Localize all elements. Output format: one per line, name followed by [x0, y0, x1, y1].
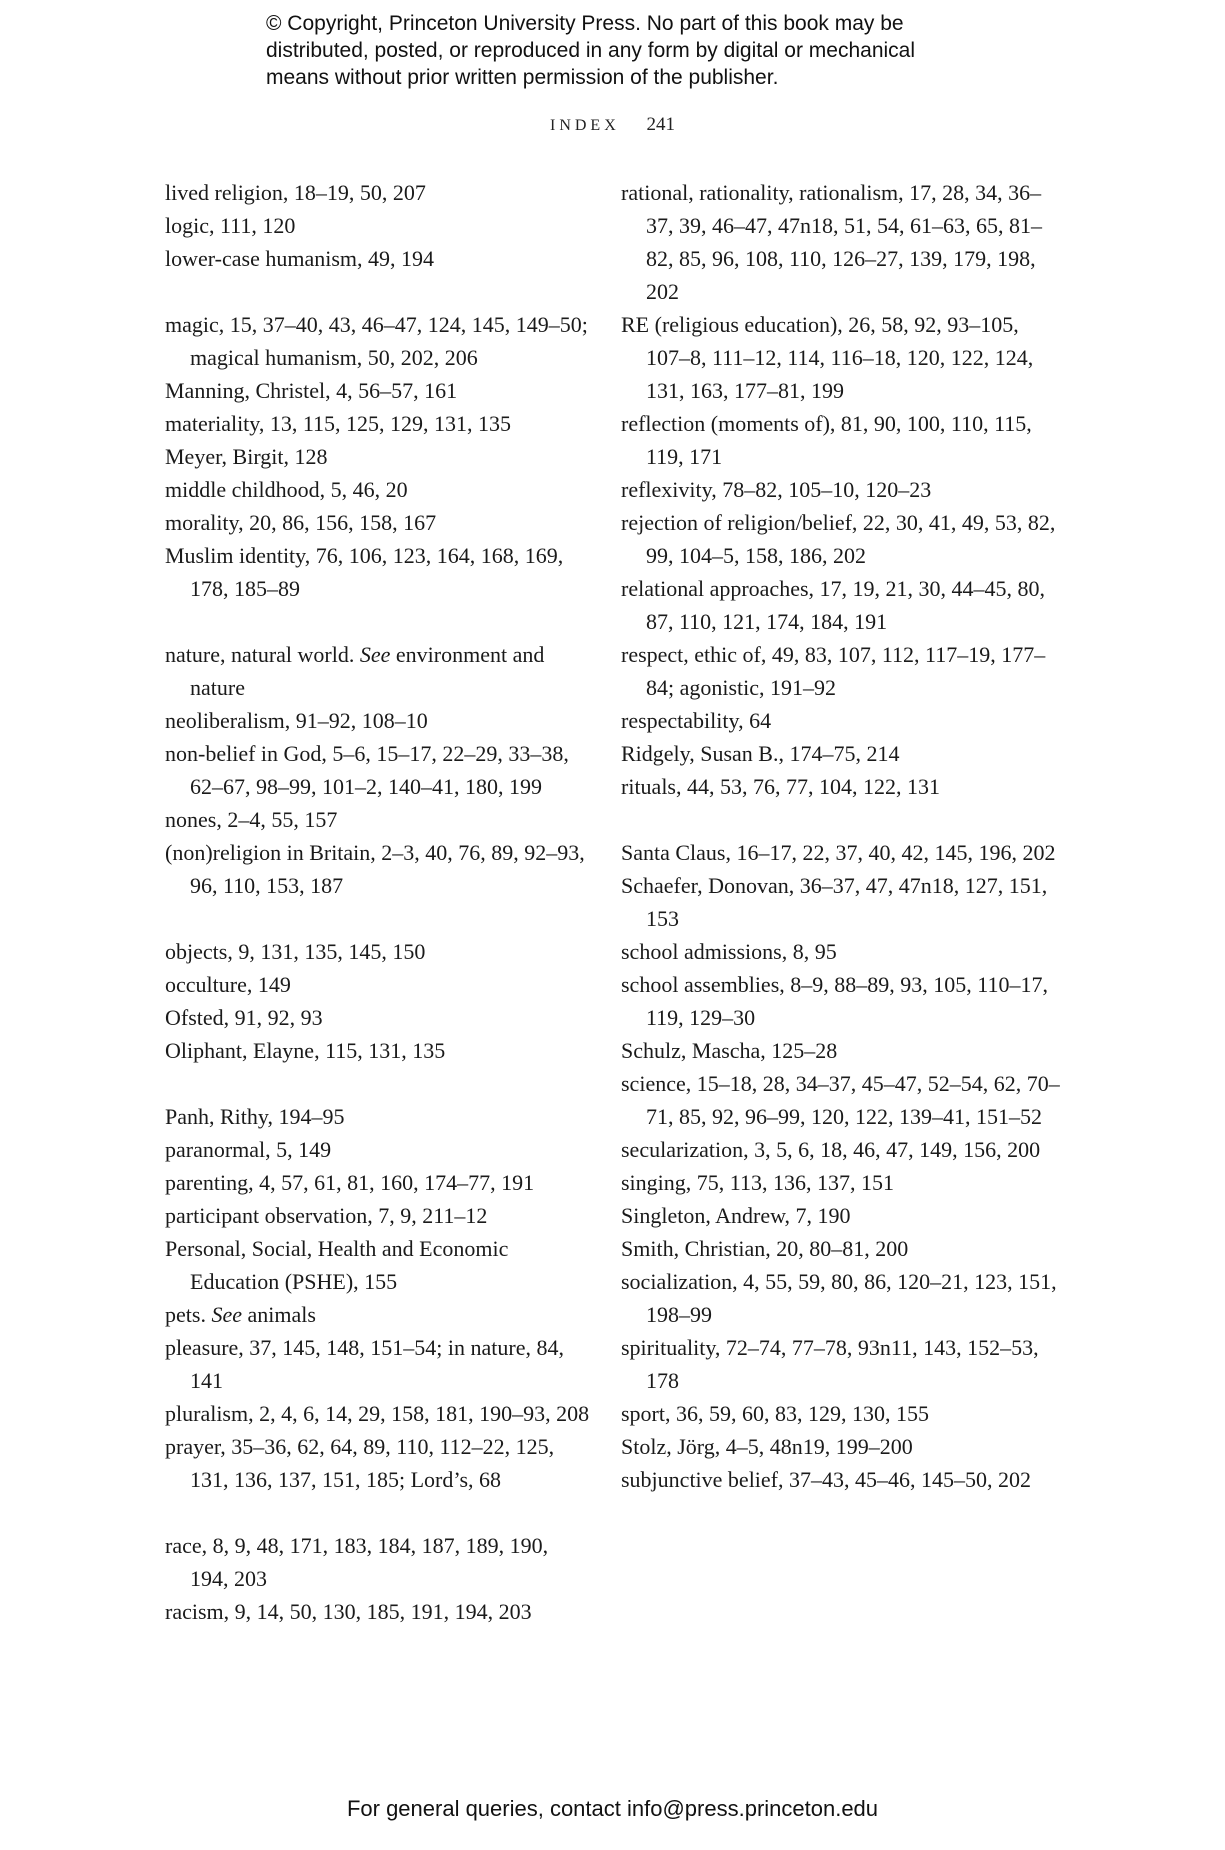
index-entry: Ofsted, 91, 92, 93	[165, 1005, 323, 1030]
index-entry: lived religion, 18–19, 50, 207	[165, 180, 426, 205]
index-entry: socialization, 4, 55, 59, 80, 86, 120–21, 123, 151, 198–99	[621, 1269, 1057, 1327]
page-number: 241	[646, 114, 675, 135]
index-entry: Schaefer, Donovan, 36–37, 47, 47n18, 127, 151, 153	[621, 873, 1048, 931]
index-entry: nones, 2–4, 55, 157	[165, 807, 338, 832]
index-entry: middle childhood, 5, 46, 20	[165, 477, 408, 502]
index-entry: Oliphant, Elayne, 115, 131, 135	[165, 1038, 446, 1063]
cross-reference-target: environment and nature	[190, 642, 545, 700]
index-entry: race, 8, 9, 48, 171, 183, 184, 187, 189, 190, 194, 203	[165, 1533, 549, 1591]
index-entry: parenting, 4, 57, 61, 81, 160, 174–77, 191	[165, 1170, 535, 1195]
index-entry: Personal, Social, Health and Economic Education (PSHE), 155	[165, 1236, 509, 1294]
running-head	[0, 114, 1225, 136]
index-entry: neoliberalism, 91–92, 108–10	[165, 708, 428, 733]
index-entry: Singleton, Andrew, 7, 190	[621, 1203, 851, 1228]
index-entry: school admissions, 8, 95	[621, 939, 837, 964]
index-entry-term: nature, natural world.	[165, 642, 360, 667]
index-entry: participant observation, 7, 9, 211–12	[165, 1203, 488, 1228]
index-entry: (non)religion in Britain, 2–3, 40, 76, 89, 92–93, 96, 110, 153, 187	[165, 840, 585, 898]
index-entry: non-belief in God, 5–6, 15–17, 22–29, 33–38, 62–67, 98–99, 101–2, 140–41, 180, 199	[165, 741, 569, 799]
index-entry: prayer, 35–36, 62, 64, 89, 110, 112–22, 125, 131, 136, 137, 151, 185; Lord’s, 68	[165, 1434, 555, 1492]
index-entry: Muslim identity, 76, 106, 123, 164, 168, 169, 178, 185–89	[165, 543, 564, 601]
index-entry: Panh, Rithy, 194–95	[165, 1104, 345, 1129]
index-entry: magic, 15, 37–40, 43, 46–47, 124, 145, 149–50; magical humanism, 50, 202, 206	[165, 312, 588, 370]
index-entry: Smith, Christian, 20, 80–81, 200	[621, 1236, 909, 1261]
letter-group-gap	[165, 275, 590, 308]
index-entry: spirituality, 72–74, 77–78, 93n11, 143, 152–53, 178	[621, 1335, 1039, 1393]
letter-group-gap	[165, 605, 590, 638]
index-entry: respectability, 64	[621, 708, 772, 733]
index-entry: occulture, 149	[165, 972, 291, 997]
index-entry: objects, 9, 131, 135, 145, 150	[165, 939, 426, 964]
index-entry-term: pets.	[165, 1302, 212, 1327]
letter-group-gap	[165, 1496, 590, 1529]
copyright-line: means without prior written permission of the publisher.	[266, 66, 779, 89]
index-column-left	[165, 176, 590, 1628]
index-entry: secularization, 3, 5, 6, 18, 46, 47, 149, 156, 200	[621, 1137, 1041, 1162]
index-entry: Santa Claus, 16–17, 22, 37, 40, 42, 145, 196, 202	[621, 840, 1056, 865]
index-entry: paranormal, 5, 149	[165, 1137, 332, 1162]
index-entry: sport, 36, 59, 60, 83, 129, 130, 155	[621, 1401, 929, 1426]
letter-group-gap	[621, 803, 1061, 836]
index-entry	[165, 638, 590, 704]
index-entry: reflexivity, 78–82, 105–10, 120–23	[621, 477, 932, 502]
index-entry: pluralism, 2, 4, 6, 14, 29, 158, 181, 190–93, 208	[165, 1401, 590, 1426]
index-entry: reflection (moments of), 81, 90, 100, 110, 115, 119, 171	[621, 411, 1032, 469]
index-entry: singing, 75, 113, 136, 137, 151	[621, 1170, 894, 1195]
index-entry: Schulz, Mascha, 125–28	[621, 1038, 838, 1063]
index-entry: rituals, 44, 53, 76, 77, 104, 122, 131	[621, 774, 940, 799]
index-entry: science, 15–18, 28, 34–37, 45–47, 52–54, 62, 70–71, 85, 92, 96–99, 120, 122, 139–41, 151–52	[621, 1071, 1060, 1129]
index-entry: logic, 111, 120	[165, 213, 296, 238]
index-entry: Manning, Christel, 4, 56–57, 161	[165, 378, 458, 403]
index-entry: rational, rationality, rationalism, 17, 28, 34, 36–37, 39, 46–47, 47n18, 51, 54, 61–63, 65, 81–82, 85, 96, 108, 110, 126–27, 139, 179, 198, 202	[621, 180, 1042, 304]
cross-reference-see: See	[359, 642, 391, 667]
copyright-line: distributed, posted, or reproduced in any form by digital or mechanical	[266, 39, 916, 62]
index-entry: Meyer, Birgit, 128	[165, 444, 328, 469]
index-entry: morality, 20, 86, 156, 158, 167	[165, 510, 437, 535]
index-entry: Ridgely, Susan B., 174–75, 214	[621, 741, 900, 766]
copyright-line: © Copyright, Princeton University Press. No part of this book may be	[266, 12, 904, 35]
index-entry: rejection of religion/belief, 22, 30, 41, 49, 53, 82, 99, 104–5, 158, 186, 202	[621, 510, 1056, 568]
index-entry: racism, 9, 14, 50, 130, 185, 191, 194, 203	[165, 1599, 532, 1624]
letter-group-gap	[165, 902, 590, 935]
index-entry: school assemblies, 8–9, 88–89, 93, 105, 110–17, 119, 129–30	[621, 972, 1048, 1030]
cross-reference-see: See	[211, 1302, 242, 1327]
copyright-notice	[266, 10, 1026, 91]
running-head-label: INDEX	[549, 117, 620, 134]
index-entry: materiality, 13, 115, 125, 129, 131, 135	[165, 411, 512, 436]
letter-group-gap	[165, 1067, 590, 1100]
index-entry: Stolz, Jörg, 4–5, 48n19, 199–200	[621, 1434, 913, 1459]
index-entry	[165, 1298, 590, 1331]
index-entry: relational approaches, 17, 19, 21, 30, 44–45, 80, 87, 110, 121, 174, 184, 191	[621, 576, 1046, 634]
index-entry: RE (religious education), 26, 58, 92, 93–105, 107–8, 111–12, 114, 116–18, 120, 122, 124, 131, 163, 177–81, 199	[621, 312, 1034, 403]
index-entry: subjunctive belief, 37–43, 45–46, 145–50, 202	[621, 1467, 1032, 1492]
cross-reference-target: animals	[241, 1302, 316, 1327]
index-column-right	[621, 176, 1061, 1496]
footer-contact: For general queries, contact info@press.princeton.edu	[346, 1796, 879, 1821]
index-entry: pleasure, 37, 145, 148, 151–54; in nature, 84, 141	[165, 1335, 564, 1393]
index-entry: respect, ethic of, 49, 83, 107, 112, 117–19, 177–84; agonistic, 191–92	[621, 642, 1046, 700]
index-entry: lower-case humanism, 49, 194	[165, 246, 434, 271]
